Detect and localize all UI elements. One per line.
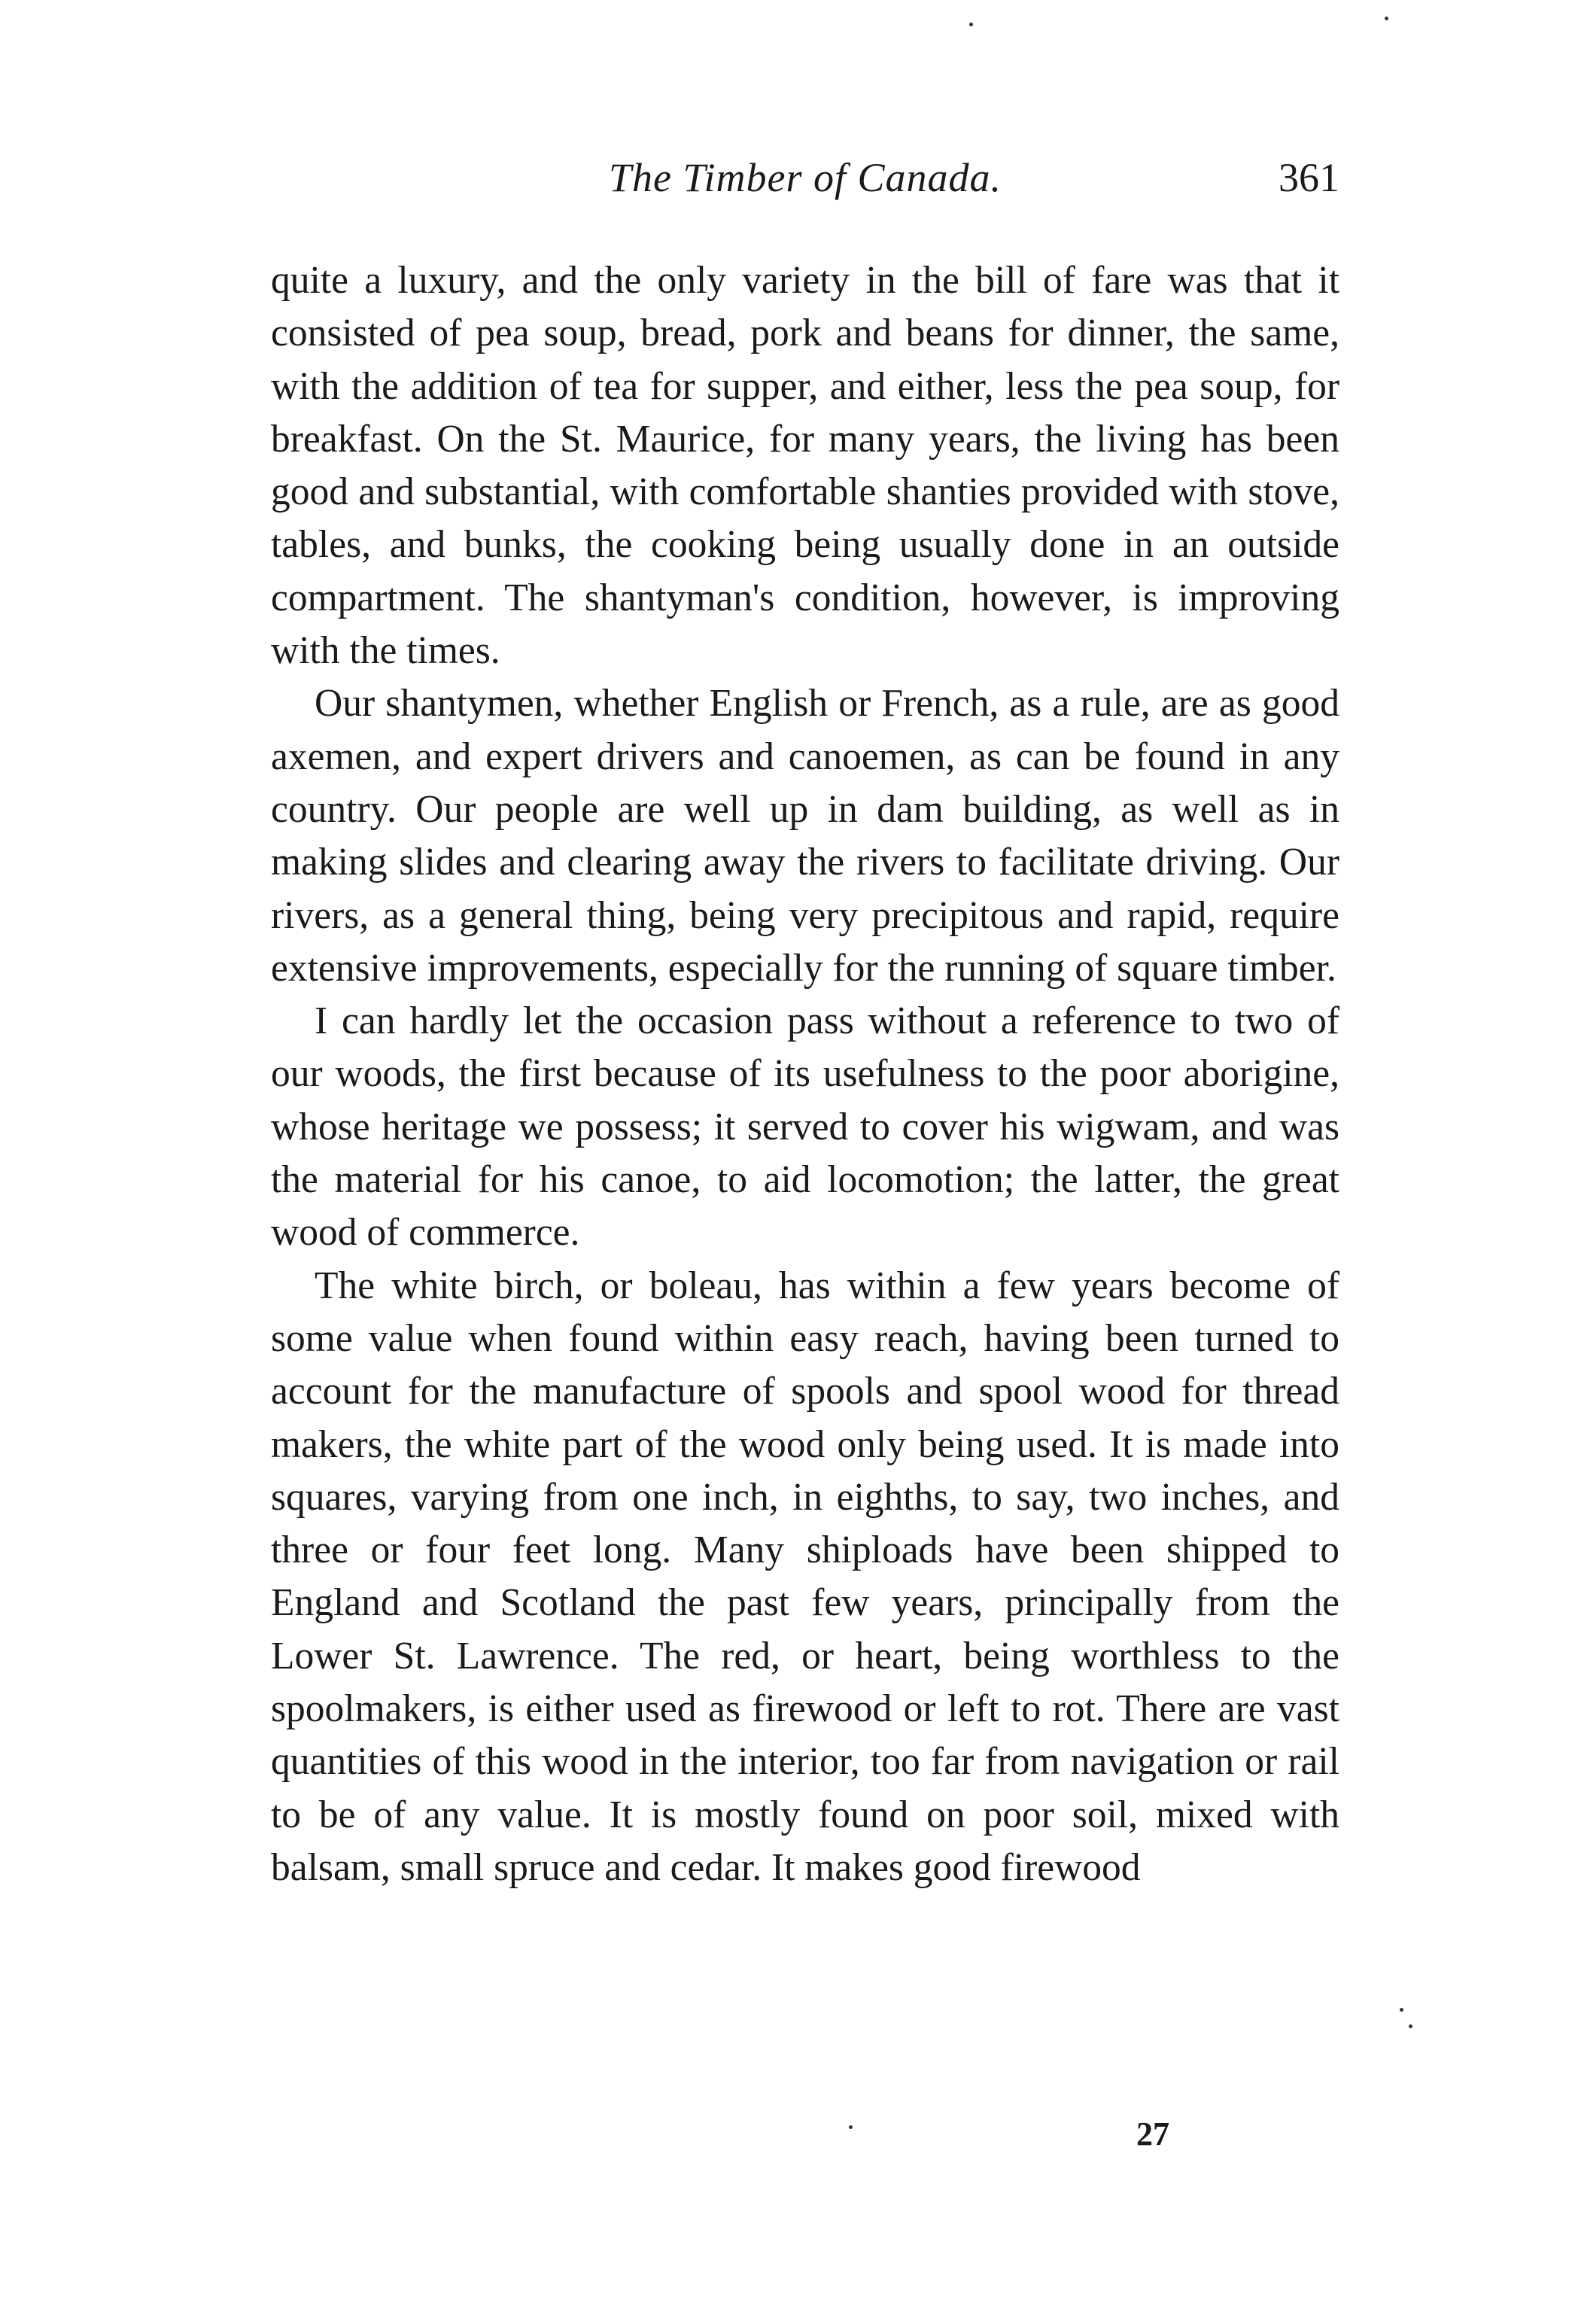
- scan-speck: [969, 23, 973, 26]
- signature-mark: 27: [1136, 2116, 1169, 2152]
- scan-speck: [849, 2125, 853, 2129]
- scan-speck: [1400, 2008, 1403, 2012]
- body-text: [271, 254, 1339, 1894]
- paragraph: Our shantymen, whether English or French, as a rule, are as good axemen, and expert drivers and canoemen, as can be found in any country. Our people are well up in dam building, as well as in making slides and clearing away the rivers to facilitate driving. Our rivers, as a general thing, being very precipitous and rapid, require extensive improvements, especially for the running of square timber.: [271, 682, 1339, 990]
- paragraph: I can hardly let the occasion pass without a reference to two of our woods, the first because of its usefulness to the poor aborigine, whose heritage we possess; it served to cover his wigwam, and was the material for his canoe, to aid locomotion; the latter, the great wood of commerce.: [271, 999, 1339, 1255]
- page-number: 361: [1279, 155, 1339, 200]
- paragraph: quite a luxury, and the only variety in the bill of fare was that it consisted of pea soup, bread, pork and beans for dinner, the same, with the addition of tea for supper, and either, less the pea soup, for breakfast. On the St. Maurice, for many years, the living has been good and substantial, with comfortable shanties provided with stove, tables, and bunks, the cooking being usually done in an outside compartment. The shantyman's condition, however, is improving with the times.: [271, 259, 1339, 673]
- scan-speck: [1409, 2024, 1412, 2028]
- running-title: The Timber of Canada.: [608, 155, 1002, 200]
- scan-speck: [1385, 17, 1388, 20]
- page-header: [271, 154, 1339, 214]
- paragraph: The white birch, or boleau, has within a few years become of some value when found within easy reach, having been turned to account for the manufacture of spools and spool wood for thread makers, the white part of the wood only being used. It is made into squares, varying from one inch, in eighths, to say, two inches, and three or four feet long. Many shiploads have been shipped to England and Scotland the past few years, principally from the Lower St. Lawrence. The red, or heart, being worthless to the spoolmakers, is either used as firewood or left to rot. There are vast quantities of this wood in the interior, too far from navigation or rail to be of any value. It is mostly found on poor soil, mixed with balsam, small spruce and cedar. It makes good firewood: [271, 1264, 1339, 1889]
